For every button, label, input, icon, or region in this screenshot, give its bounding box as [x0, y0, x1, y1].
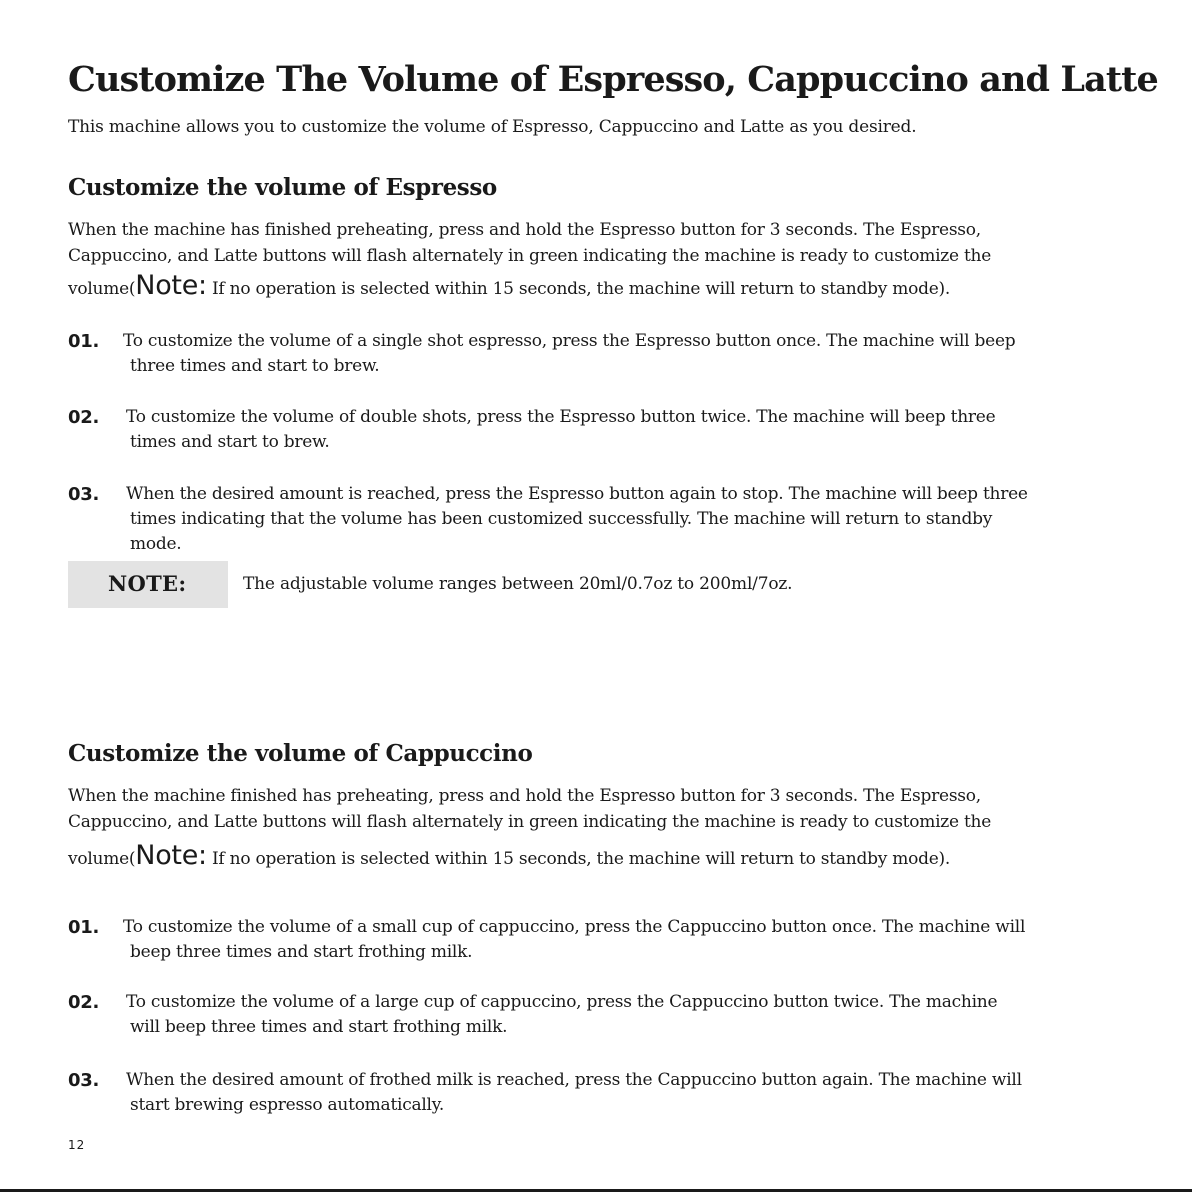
cappuccino-para-rest: If no operation is selected within 15 seconds, the machine will return to standby mode).	[206, 849, 951, 869]
step-text-line-2: times and start to brew.	[130, 432, 330, 452]
espresso-step-3	[68, 482, 1158, 557]
cappuccino-para-prefix: volume(	[68, 849, 136, 869]
step-text-line-2: times indicating that the volume has been customized successfully. The machine will return to standby	[130, 509, 993, 529]
espresso-heading: Customize the volume of Espresso	[68, 174, 497, 201]
page-number: 12	[68, 1138, 86, 1152]
cappuccino-step-1	[68, 915, 1178, 965]
step-number: 03.	[68, 1070, 100, 1091]
step-text-line-2: start brewing espresso automatically.	[130, 1095, 444, 1115]
step-text-line-2: three times and start to brew.	[130, 356, 380, 376]
step-text-line-1: When the desired amount of frothed milk is reached, press the Cappuccino button again. The machine will	[126, 1070, 1022, 1090]
note-label: NOTE:	[108, 571, 187, 596]
step-text-line-1: To customize the volume of a small cup of cappuccino, press the Cappuccino button once. The machine will	[123, 917, 1026, 937]
cappuccino-note-word: Note:	[135, 840, 207, 871]
note-label-box	[68, 561, 228, 608]
cappuccino-heading: Customize the volume of Cappuccino	[68, 740, 533, 767]
espresso-para-line-3	[68, 270, 951, 302]
espresso-para-rest: If no operation is selected within 15 seconds, the machine will return to standby mode).	[206, 279, 951, 299]
step-number: 01.	[68, 917, 100, 938]
espresso-para-line-1: When the machine has finished preheating, press and hold the Espresso button for 3 seconds. The Espresso,	[68, 220, 981, 240]
espresso-para-prefix: volume(	[68, 279, 136, 299]
step-text-line-3: mode.	[130, 534, 182, 554]
step-text-line-2: beep three times and start frothing milk.	[130, 942, 473, 962]
step-number: 02.	[68, 992, 100, 1013]
espresso-note-word: Note:	[135, 270, 207, 301]
step-text-line-1: To customize the volume of double shots, press the Espresso button twice. The machine will beep three	[126, 407, 996, 427]
espresso-step-1	[68, 329, 1158, 379]
cappuccino-step-3	[68, 1068, 1158, 1118]
step-text-line-1: To customize the volume of a large cup of cappuccino, press the Cappuccino button twice. The machine	[126, 992, 998, 1012]
intro-text: This machine allows you to customize the volume of Espresso, Cappuccino and Latte as you desired.	[68, 117, 917, 137]
step-text-line-1: When the desired amount is reached, press the Espresso button again to stop. The machine will beep three	[126, 484, 1028, 504]
espresso-step-2	[68, 405, 1158, 455]
cappuccino-para-line-3	[68, 840, 951, 872]
cappuccino-para-line-1: When the machine finished has preheating, press and hold the Espresso button for 3 seconds. The Espresso,	[68, 786, 981, 806]
step-number: 03.	[68, 484, 100, 505]
step-text-line-1: To customize the volume of a single shot espresso, press the Espresso button once. The machine will beep	[123, 331, 1016, 351]
page-title: Customize The Volume of Espresso, Cappuccino and Latte	[68, 59, 1158, 100]
espresso-para-line-2: Cappuccino, and Latte buttons will flash alternately in green indicating the machine is ready to customize the	[68, 246, 992, 266]
step-number: 02.	[68, 407, 100, 428]
step-text-line-2: will beep three times and start frothing milk.	[130, 1017, 508, 1037]
note-text: The adjustable volume ranges between 20ml/0.7oz to 200ml/7oz.	[243, 574, 793, 594]
cappuccino-para-line-2: Cappuccino, and Latte buttons will flash alternately in green indicating the machine is ready to customize the	[68, 812, 992, 832]
step-number: 01.	[68, 331, 100, 352]
cappuccino-step-2	[68, 990, 1158, 1040]
